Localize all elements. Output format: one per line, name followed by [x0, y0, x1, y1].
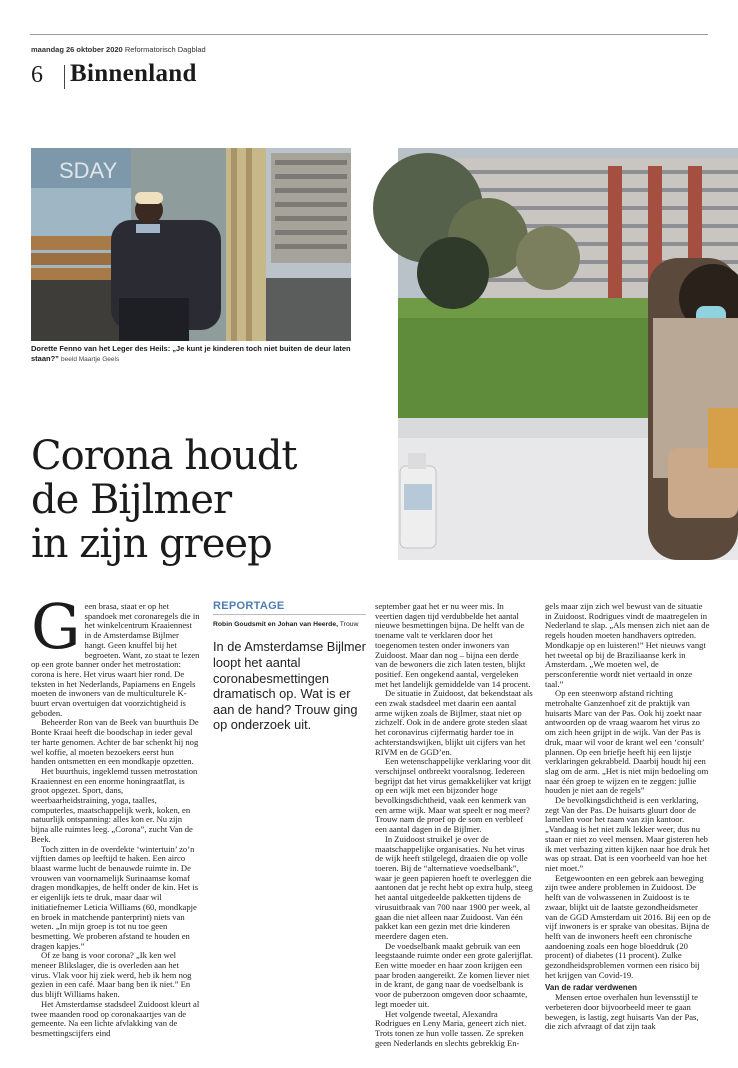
header-rule	[30, 34, 708, 35]
article-subhead: Van de radar verdwenen	[545, 983, 638, 993]
section-divider	[64, 65, 65, 89]
newspaper-name: Reformatorisch Dagblad	[124, 45, 206, 54]
paragraph: Het buurthuis, ingeklemd tussen metrostation Kraaiennest en een enorme honingraatflat, is groot opgezet. Sport, dans, weerbaarheidstraining, yoga, taalles, computerles, maatschappelijk werk, koken, en natuurlijk ontspanning: alles kon er. Nu zijn bijna alle ruimtes leeg. „Corona”, zucht Van de Beek.	[31, 765, 198, 844]
paragraph: Het volgende tweetal, Alexandra Rodrigues en Leny Maria, geneert zich niet. Trots tonen ze hun volle tassen. Ze spreken geen Nederlands en slechts gebrekkig En-	[375, 1008, 527, 1048]
photo-caption	[31, 344, 353, 364]
author-names: Robin Goudsmit en Johan van Heerde,	[213, 620, 339, 628]
paragraph: In Zuidoost struikel je over de maatschappelijke organisaties. Nu het virus de wijk heeft stilgelegd, draaien die op volle toeren. Bij de “alternatieve voedselbank”, waar je geen papieren hoeft te overleggen die aantonen dat je recht hebt op extra hulp, steeg het aantal uitgedeelde pakketten tijdens de virusuitbraak van 700 naar 1900 per week, al gaan die niet alleen naar Zuidoost. Van één pakket kan een gezin met drie kinderen meerdere dagen eten.	[375, 833, 533, 941]
photo-dorette-fenno	[31, 148, 351, 341]
section-title: Binnenland	[70, 60, 197, 87]
photo-foodbank-bijlmer	[398, 148, 738, 560]
article-intro: In de Amsterdamse Bijlmer loopt het aantal coronabesmettingen dramatisch op. Wat is er aan de hand? Trouw ging op onderzoek uit.	[213, 639, 366, 733]
paragraph: Mensen ertoe overhalen hun levensstijl te verbeteren door bijvoorbeeld meer te gaan bewegen, is lastig, zegt huisarts Van der Pas, die zich afvraagt of dat zijn taak	[545, 992, 699, 1032]
article-column-4	[545, 602, 711, 1038]
paragraph: een brasa, staat er op het spandoek met coronaregels die in het winkelcentrum Kraaiennest in de Amsterdamse Bijlmer hangt. Geen knuffel bij het begroeten. Want, zo staat te lezen op een grote banner onder het metrostation: corona is here. Het virus waart hier rond. De teksten in het Nederlands, Papiamens en Engels moeten de inwoners van de multiculturele K-buurt ervan overtuigen dat voorzichtigheid is geboden.	[31, 601, 200, 718]
paragraph: Toch zitten in de overdekte ‘wintertuin’ zo’n vijftien dames op leeftijd te haken. Een airco blaast warme lucht de benauwde ruimte in. De vrouwen van voornamelijk Surinaamse komaf dragen mondkapjes, de helft onder de kin. Het is er eigenlijk iets te druk, maar daar wil initiatiefnemer Leticia Williams (60, mondkapje en broek in matchende panterprint) niets van weten. „In mijn groep is tot nu toe geen besmetting. We proberen afstand te houden en dragen kapjes.”	[31, 843, 199, 951]
article-intro-column	[213, 602, 366, 733]
photo-credit: beeld Maartje Geels	[61, 355, 120, 363]
caption-text: Dorette Fenno van het Leger des Heils: „Je kunt je kinderen toch niet buiten de deur laten staan?”	[31, 344, 351, 363]
dateline	[31, 45, 206, 54]
article-byline	[213, 620, 366, 630]
paragraph: De voedselbank maakt gebruik van een leegstaande ruimte onder een grote galerijflat. Een witte moeder en haar zoon krijgen een paar broden aangereikt. Ze komen liever niet in de krant, de gang naar de voedselbank is voor de puberzoon omgeven door schaamte, legt moeder uit.	[375, 940, 533, 1009]
byline-outlet: Trouw	[339, 620, 359, 628]
page-number: 6	[31, 62, 43, 88]
headline-line-3: in zijn greep	[31, 521, 272, 567]
article-column-3	[375, 601, 533, 1048]
svg-text:SDAY: SDAY	[59, 158, 118, 183]
drop-cap: G	[31, 590, 81, 663]
issue-date: maandag 26 oktober 2020	[31, 45, 123, 54]
headline-line-1: Corona houdt	[31, 433, 297, 479]
kicker-rule	[213, 614, 366, 615]
paragraph: Beheerder Ron van de Beek van buurthuis De Bonte Kraai heeft die boodschap in ieder geval ter harte genomen. Achter de bar schenkt hij nog wel koffie, al moeten bezoekers eerst hun handen ontsmetten en een mondkapje opzetten.	[31, 717, 199, 767]
paragraph: Of ze bang is voor corona? „Ik ken wel meneer Blikslager, die is overleden aan het virus. Vlak voor hij ziek werd, heb ik hem nog gezien in een café. Maar bang ben ik niet.” En dus blijft Williams haken.	[31, 950, 192, 1000]
paragraph: september gaat het er nu weer mis. In veertien dagen tijd verdubbelde het aantal nieuwe besmettingen bijna. De helft van de toename valt te verklaren door het toegenomen testen onder inwoners van Zuidoost. Maar dan nog – bijna een derde van de bewoners die zich laten testen, blijkt positief. Een ongekend aantal, vergeleken met het landelijk gemiddelde van 14 procent.	[375, 601, 531, 689]
paragraph: Het Amsterdamse stadsdeel Zuidoost kleurt al twee maanden rood op coronakaartjes van de gemeente. Na een lichte afvlakking van de besmettingscijfers eind	[31, 998, 200, 1038]
paragraph: De situatie in Zuidoost, dat bekendstaat als een zwak stadsdeel met daarin een aantal arme wijken zoals de Bijlmer, staat niet op zichzelf. Ook in de andere grote steden slaat het coronavirus cijfermatig harder toe in achterstandswijken, blijkt uit cijfers van het RIVM en de GGD’en.	[375, 688, 533, 757]
paragraph: De bevolkingsdichtheid is een verklaring, zegt Van der Pas. De huisarts gluurt door de lamellen voor het raam van zijn kantoor. „Vandaag is het niet zulk lekker weer, dus nu staan er niet zo veel mensen. Maar gisteren heb ik met verbazing zitten kijken naar hoe druk het was op straat. Dat is een voorbeeld van hoe het niet moet.”	[545, 795, 710, 873]
paragraph: Eetgewoonten en een gebrek aan beweging zijn twee andere problemen in Zuidoost. De helft van de volwassenen in Zuidoost is te zwaar, blijkt uit de laatste gezondheidsmeter van de GGD Amsterdam uit 2016. Bij een op de vijf inwoners is er sprake van obesitas. Bijna de helft van de inwoners heeft een chronische aandoening zoals een hoge bloeddruk (20 procent) of diabetes (11 procent). Zulke gezondheidsproblemen vormen een risico bij het krijgen van Covid-19.	[545, 872, 711, 980]
article-headline	[31, 434, 391, 566]
paragraph: Op een steenworp afstand richting metrohalte Ganzenhoef zit de praktijk van huisarts Marc van der Pas. Ook hij zoekt naar antwoorden op de vraag waarom het virus zo om zich heen grijpt in de wijk. Van der Pas is druk, maar wil voor de krant wel een ‘consult’ plannen. Op een briefje heeft hij een lijstje verklaringen gekrabbeld. Daarbij houdt hij een slag om de arm. „Het is niet mijn bedoeling om naar één groep te wijzen en te zeggen: jullie houden je niet aan de regels”	[545, 688, 709, 796]
article-column-1	[31, 590, 200, 1038]
paragraph: gels maar zijn zich wel bewust van de situatie in Zuidoost. Rodrigues vindt de maatregelen in Nederland te slap. „Als mensen zich niet aan de regels houden moeten handhavers optreden. Mondkapje op en luisteren!” Het nieuws vangt het tweetal op bij de Braziliaanse kerk in Amsterdam. „We moeten wel, de persconferentie wordt niet vertaald in onze taal.”	[545, 601, 710, 689]
article-kicker: REPORTAGE	[213, 600, 285, 612]
headline-line-2: de Bijlmer	[31, 477, 232, 523]
paragraph: Een wetenschappelijke verklaring voor dit verschijnsel ontbreekt vooralsnog. Iedereen begrijpt dat het virus gemakkelijker vat krijgt op een wijk met een bijzonder hoge bevolkingsdichtheid, vaak een kenmerk van een arme wijk. Maar wat speelt er nog meer? Trouw nam de proef op de som en verbleef een aantal dagen in de Bijlmer.	[375, 756, 532, 835]
